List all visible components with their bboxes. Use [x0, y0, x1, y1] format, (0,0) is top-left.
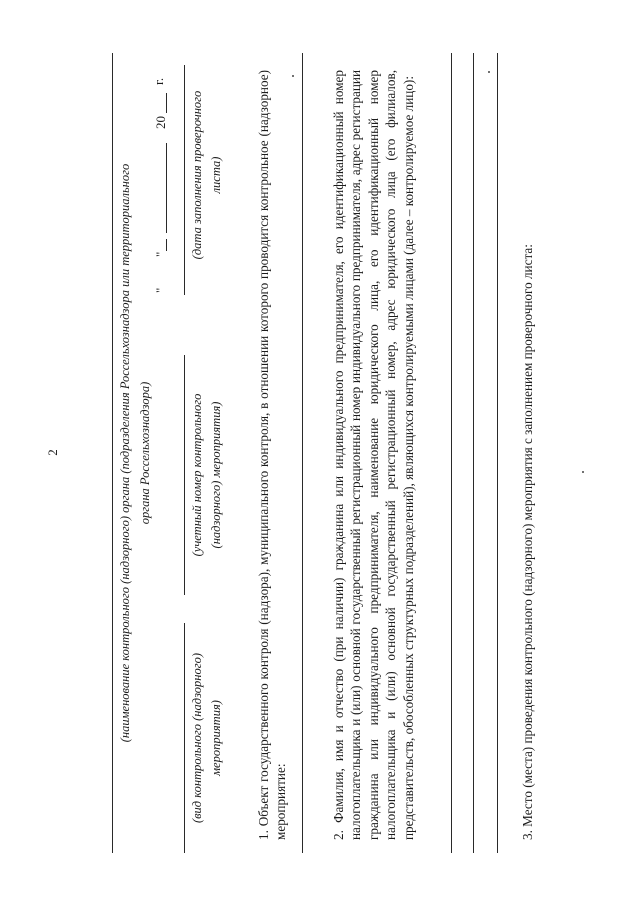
inspection-type-caption: [188, 623, 226, 853]
num-caption-line1: (учетный номер контрольного: [190, 393, 204, 557]
item-3-place: 3. Место (места) проведения контрольного (надзорного) мероприятия с заполнением проверочного листа:: [520, 244, 535, 840]
date-caption: [188, 55, 226, 295]
inspection-type-line: [184, 623, 185, 853]
date-fill-row: [137, 65, 177, 295]
date-suffix: г.: [151, 77, 166, 85]
item-2-subject: 2. Фамилия, имя и отчество (при наличии) гражданина или индивидуального предпринимателя, его идентификационный номер налогоплательщика и (или) основной государственный регистрационный номер индивидуального предпринимателя, адрес регистрации гражданина или индивидуального предпринимателя, наименование юридического лица, его идентификационный номер налогоплательщика и (или) основной государственный регистрационный номер, адрес юридического лица (его филиалов, представительств, обособленных структурных подразделений), являющихся контролируемыми лицами (далее – контролируемое лицо):: [331, 70, 416, 840]
scan-dot: [582, 471, 584, 473]
page-number: 2: [45, 449, 60, 456]
item-1-answer-line: [302, 53, 303, 853]
org-caption-line1: (наименование контрольного (надзорного) органа (подразделения Россельхознадзора или территориального: [118, 163, 132, 743]
date-century: 20: [153, 116, 168, 129]
item-2-answer-line-1: [451, 53, 452, 853]
date-caption-line2: листа): [209, 156, 223, 194]
item-1-object: 1. Объект государственного контроля (надзора), муниципального контроля, в отношении которого проводится контрольное (надзорное) мероприятие:: [256, 70, 289, 840]
num-caption-line2: (надзорного) мероприятия): [209, 401, 223, 549]
date-caption-line1: (дата заполнения проверочного: [190, 90, 204, 260]
date-month-line: [166, 143, 167, 233]
date-quote-open: ": [153, 287, 168, 293]
dot-mark: [292, 75, 294, 77]
date-quote-close: ": [153, 251, 168, 257]
type-caption-line1: (вид контрольного (надзорного): [190, 652, 204, 824]
date-line: [184, 65, 185, 295]
type-caption-line2: мероприятия): [209, 700, 223, 776]
item-2-answer-line-2: [473, 53, 474, 853]
inspection-number-line: [184, 355, 185, 595]
org-name-line: [112, 53, 113, 853]
date-year-line: [166, 93, 167, 113]
date-day-line: [166, 239, 167, 251]
item-2-answer-line-3: [497, 53, 498, 853]
inspection-number-caption: [188, 355, 226, 595]
dot-mark: [488, 71, 490, 73]
org-caption-line2: органа Россельхознадзора): [138, 381, 152, 525]
